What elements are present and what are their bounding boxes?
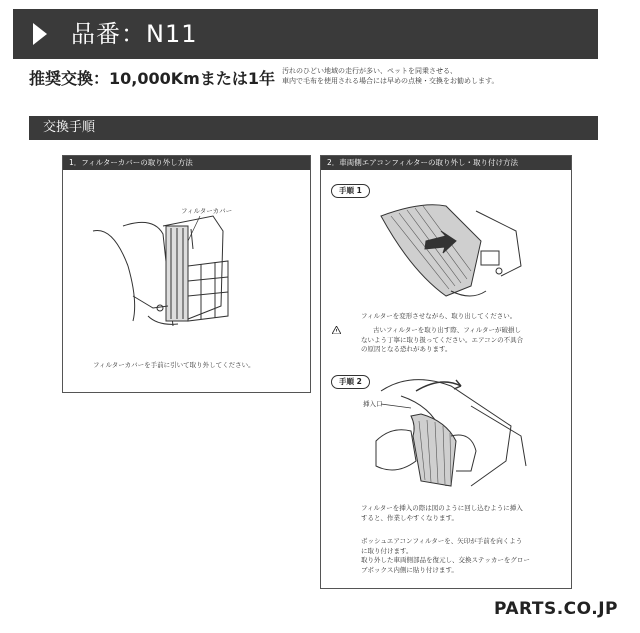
product-title: 品番：N11 <box>71 20 198 48</box>
recommended-interval: 推奨交換：10,000Kmまたは1年 <box>29 69 275 88</box>
install-note2: に取り付けます。 <box>361 546 413 555</box>
step2-instruction <box>361 504 561 523</box>
step2-illustration <box>321 376 571 501</box>
panel2-heading: 2．車両側エアコンフィルターの取り外し・取り付け方法 <box>321 156 571 170</box>
warning-line2: ないよう丁寧に取り扱ってください。エアコンの不具合 <box>361 335 524 344</box>
product-banner <box>13 9 598 59</box>
install-notes <box>361 537 561 575</box>
step1-instruction: フィルターを変形させながら、取り出してください。 <box>361 312 517 320</box>
step2-line2: すると、作業しやすくなります。 <box>361 513 458 522</box>
panel-cabin-filter <box>320 155 572 589</box>
section-header <box>29 116 598 140</box>
panel-filter-cover <box>62 155 311 393</box>
panel1-caption: フィルターカバーを手前に引いて取り外してください。 <box>93 361 255 369</box>
install-note3: 取り外した車両側部品を復元し、交換ステッカーをグロー <box>361 556 530 564</box>
insertion-slot-callout: 挿入口 <box>363 400 383 408</box>
recommendation-note-line2: 車内で毛布を使用される場合には早めの点検・交換をお勧めします。 <box>282 77 499 85</box>
warning-triangle-icon <box>332 326 341 334</box>
section-title: 交換手順 <box>43 120 96 135</box>
step1-illustration <box>321 191 571 301</box>
panel1-heading: 1．フィルターカバーの取り外し方法 <box>63 156 310 170</box>
install-note1: ボッシュエアコンフィルターを、矢印が手前を向くよう <box>361 537 523 545</box>
recommendation-note <box>282 66 582 86</box>
parts-logo: PARTS.CO.JP <box>494 599 618 619</box>
filter-cover-callout: フィルターカバー <box>181 207 233 215</box>
warning-line3: の原因となる恐れがあります。 <box>361 345 452 353</box>
install-note4: ブボックス内側に貼り付けます。 <box>361 565 458 574</box>
play-triangle-icon <box>33 23 47 45</box>
filter-cover-illustration <box>63 156 310 392</box>
warning-line1: 古いフィルターを取り出す際、フィルターが破損し <box>373 326 521 334</box>
recommendation-note-line1: 汚れのひどい地域の走行が多い、ペットを同乗させる、 <box>282 67 457 75</box>
step2-line1: フィルターを挿入の際は図のように回し込むように挿入 <box>361 504 523 512</box>
step1-warning <box>361 326 561 355</box>
step1-badge: 手順 1 <box>331 184 370 198</box>
step2-badge: 手順 2 <box>331 375 370 389</box>
